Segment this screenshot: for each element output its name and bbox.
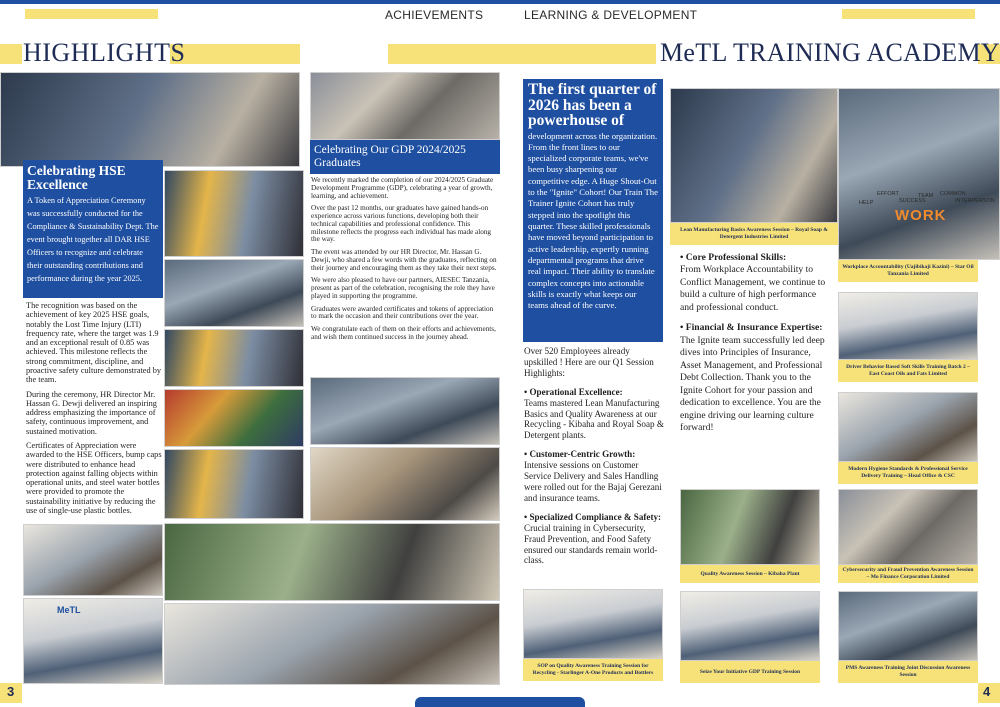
page-title-training-academy: MeTL TRAINING ACADEMY [660,38,1000,67]
bullet-text-compliance: Crucial training in Cybersecurity, Fraud Prevention, and Food Safety ensured our standards remain world-class. [524,522,658,566]
caption-seize: Seize Your Initiative GDP Training Session [680,661,820,683]
hygiene-standards-photo [838,392,978,462]
caption-hygiene: Modern Hygiene Standards & Professional Service Delivery Training – Head Office & CSC [838,462,978,484]
quarter-intro-box [523,79,663,342]
gdp-paragraph-4: Graduates were awarded certificates and tokens of appreciation to mark the occasion and their contributions over the year. [311,304,494,321]
core-skills-text [680,252,828,435]
caption-pms: PMS Awareness Training Joint Discussion Awareness Session [838,661,978,683]
hse-body-text [26,301,162,520]
metl-logo: MeTL [57,605,81,615]
gdp-paragraph-5: We congratulate each of them on their efforts and achievements, and wish them continued success in the journey ahead. [311,325,496,342]
pms-awareness-photo [838,591,978,661]
top-yellow-bar-right [842,9,975,19]
gdp-paragraph-3: We were also pleased to have our partners, AIESEC Tanzania, present as part of the celebration, recognising the role they have played in supporting the programme. [311,276,495,300]
header-tab-achievements[interactable]: ACHIEVEMENTS [385,8,484,22]
title-yellow-bar-center-left [170,44,300,64]
q1-summary: Over 520 Employees already upskilled ! Here are our Q1 Session Highlights: [524,346,654,378]
hse-intro-text: A Token of Appreciation Ceremony was successfully conducted for the Compliance & Sustainability Dept. The event brought together all DAR HSE Officers to recognize and celebrate their outstanding contributions and performance during the year 2025. [27,196,159,283]
q1-bullet-compliance [524,512,664,567]
hse-paragraph-3: Certificates of Appreciation were awarded to the HSE Officers, bump caps were distributed to enhance head protection against falling objects within operational units, and steel water bottles were provided to promote the sustainability initiative by reducing the use of single-use plastic bottles. [26,440,162,515]
cybersecurity-photo [838,489,978,565]
title-yellow-bar-left [0,44,22,64]
hse-group-photo [164,523,500,601]
hse-ceremony-photo [0,72,300,167]
graduates-group-photo [164,603,500,685]
caption-quality: Quality Awareness Session – Kibaha Plant [680,565,820,583]
gdp-heading: Celebrating Our GDP 2024/2025 Graduates [314,144,466,169]
hse-officers-photo-2 [164,259,304,327]
hse-intro-box [23,160,163,298]
hse-officers-photo-3 [164,329,304,387]
gdp-paragraph-1: Over the past 12 months, our graduates have gained hands-on experience across various functions, developing both their technical capabilities and professional confidence. This milestone reflects the progress each individual has made along the way. [311,204,492,244]
gdp-heading-box [310,140,500,174]
core-bullet-financial [680,322,828,434]
hse-officers-photo-4 [164,389,304,447]
quality-awareness-photo [680,489,820,565]
bullet-text-operational: Teams mastered Lean Manufacturing Basics and Quality Awareness at our Recycling - Kibaha and Royal Soap & Detergent plants. [524,397,664,441]
hse-certificate-photo [23,524,163,596]
sop-training-photo [523,589,663,659]
bullet-text-professional: From Workplace Accountability to Conflict Management, we continue to build a culture of high performance and professional conduct. [680,264,826,313]
top-blue-rule [0,0,1000,4]
gdp-paragraph-2: The event was attended by our HR Director, Mr. Hassan G. Dewji, who shared a few words with the graduates, reflecting on their journey and encouraging them as they take their next steps. [311,248,497,272]
top-yellow-bar-left [25,9,158,19]
hse-paragraph-2: During the ceremony, HR Director Mr. Hassan G. Dewji delivered an inspiring address emphasizing the importance of safety, continuous improvement, and sustained motivation. [26,389,157,436]
bullet-head-operational: • Operational Excellence: [524,386,623,397]
caption-cyber: Cybersecurity and Fraud Prevention Awareness Session – Mo Finance Corporation Limited [838,565,978,583]
work-sign: WORK [895,207,947,224]
bullet-head-professional: • Core Professional Skills: [680,252,787,263]
q1-bullet-operational [524,387,664,442]
bullet-text-customer: Intensive sessions on Customer Service Delivery and Sales Handling were rolled out for the Bajaj Gerezani and insurance teams. [524,460,662,503]
word-cloud-word: INTERPERSON [955,198,995,204]
header-tab-learning[interactable]: LEARNING & DEVELOPMENT [524,8,698,22]
lean-manufacturing-photo [670,88,838,223]
bullet-head-compliance: • Specialized Compliance & Safety: [524,511,662,522]
hse-heading: Celebrating HSE Excellence [27,163,126,193]
word-cloud-word: COMMON [940,191,966,197]
seize-initiative-photo [680,591,820,661]
metl-banner-photo [23,598,163,684]
hse-officers-photo-5 [164,449,304,519]
workplace-accountability-photo [838,88,1000,260]
q1-bullet-customer [524,449,664,504]
page-number-left: 3 [7,684,15,699]
q1-highlights [524,346,664,566]
page-title-highlights: HIGHLIGHTS [23,38,186,67]
quarter-intro-text: development across the organization. From the front lines to our specialized corporate teams, we've been busy sharpening our competitive edge. A Huge Shout-Out to the "Ignite" Cohort! Our Train The Trainer Ignite Cohort has truly stepped into the spotlight this quarter. These skilled professionals have moved beyond participation to active leadership, expertly running departmental programs that drive real impact. Their ability to translate complex concepts into actionable skills is exactly what keeps our teams ahead of the curve. [528,130,658,311]
gdp-audience-photo [310,447,500,521]
hse-paragraph-1: The recognition was based on the achievement of key 2025 HSE goals, notably the Lost Time Injury (LTI) frequency rate, where the target was 1.9 and an exceptional result of 0.85 was achieved. This milestone reflects the strong commitment, discipline, and proactive safety culture demonstrated by the team. [26,301,162,385]
bullet-head-customer: • Customer-Centric Growth: [524,449,636,460]
page-number-right: 4 [983,684,991,699]
core-bullet-professional [680,252,828,314]
hse-officers-photo-1 [164,170,304,257]
word-cloud-word: TEAM [918,193,934,199]
caption-lean: Lean Manufacturing Basics Awareness Session – Royal Soap & Detergent Industries Limited [670,223,838,245]
word-cloud-word: EFFORT [877,191,899,197]
bullet-text-financial: The Ignite team successfully led deep dives into Principles of Insurance, Asset Management, and Professional Debt Collection. Thank you to the Ignite Cohort for your passion and dedication to excellence. You are the engine driving our learning culture forward! [680,334,825,434]
gdp-body-text [311,177,499,347]
gdp-meeting-photo [310,377,500,445]
caption-driver: Driver Behavior Based Soft Skills Training Batch 2 – East Coast Oils and Fats Limited [838,360,978,382]
gdp-lecture-photo [310,72,500,140]
caption-accountability: Workplace Accountability (Uajibikaji Kazini) – Star Oil Tanzania Limited [838,260,978,282]
bullet-head-financial: • Financial & Insurance Expertise: [680,322,823,334]
bottom-center-tab [415,697,585,707]
title-yellow-bar-center-right [388,44,656,64]
word-cloud-word: SUCCESS [899,198,926,204]
gdp-intro: We recently marked the completion of our 2024/2025 Graduate Development Programme (GDP), celebrating a year of growth, learning, and achievement. [311,176,494,200]
caption-sop: SOP on Quality Awareness Training Session for Recycling - Starlinger A-One Products and Bottlers [523,659,663,681]
quarter-headline: The first quarter of 2026 has been a powerhouse of [528,81,657,129]
driver-behavior-photo [838,292,978,360]
word-cloud-word: HELP [859,200,874,206]
